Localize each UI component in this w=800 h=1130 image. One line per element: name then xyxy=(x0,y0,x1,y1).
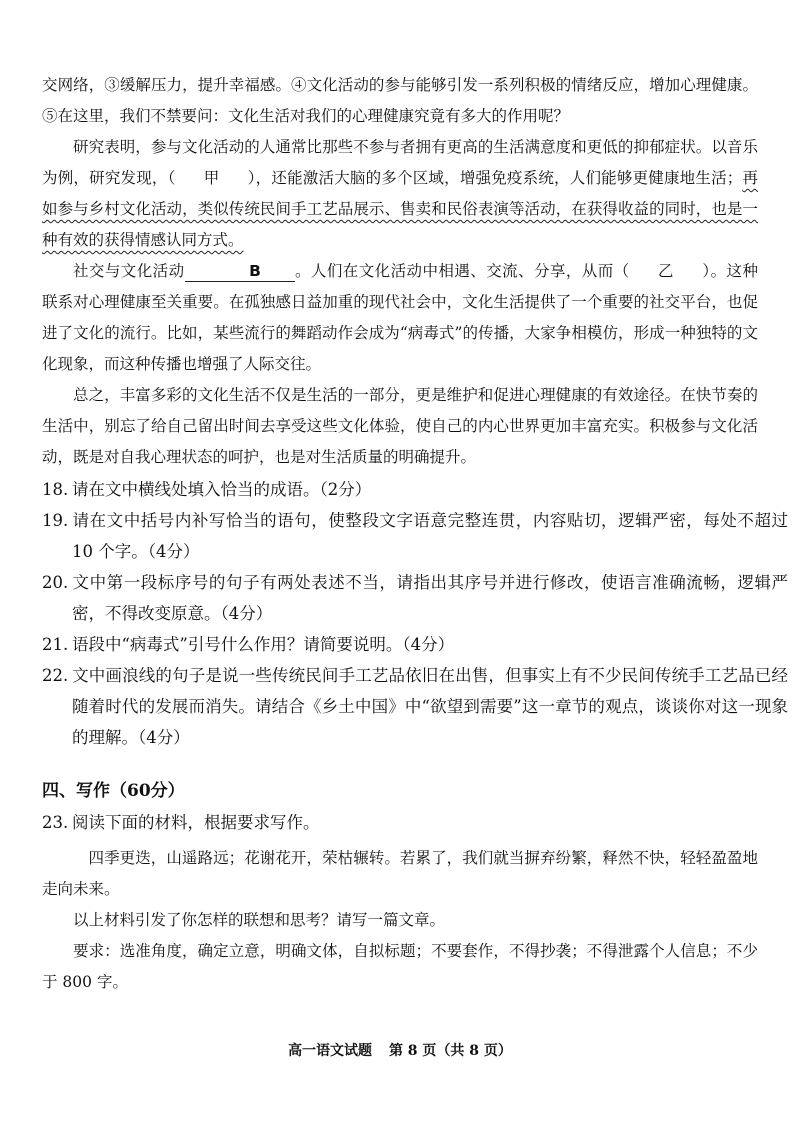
passage-paragraph-2 xyxy=(42,132,758,256)
question-21: 21. 语段中“病毒式”引号什么作用？请简要说明。（4分） xyxy=(42,635,455,654)
blank-jia-marker: 甲 xyxy=(203,169,220,187)
question-20: 20. 文中第一段标序号的句子有两处表述不当，请指出其序号并进行修改，使语言准确流畅，逻辑严密，不得改变原意。（4分） xyxy=(42,573,788,623)
question-19: 19. 请在文中括号内补写恰当的语句，使整段文字语意完整连贯，内容贴切，逻辑严密，每处不超过 10 个字。（4分） xyxy=(42,511,788,561)
passage-paragraph-4: 总之，丰富多彩的文化生活不仅是生活的一部分，更是维护和促进心理健康的有效途径。在快节奏的生活中，别忘了给自己留出时间去享受这些文化体验，使自己的内心世界更加丰富充实。积极参与文化活动，既是对自我心理状态的呵护，也是对生活质量的明确提升。 xyxy=(42,386,758,466)
footer-page-number: 第 8 页（共 8 页） xyxy=(388,1043,512,1059)
paragraph-3-rest: ）。这种联系对心理健康至关重要。在孤独感日益加重的现代社会中，文化生活提供了一个重要的社交平台，也促进了文化的流行。比如，某些流行的舞蹈动作会成为“病毒式”的传播，大家争相模仿，形成一种独特的文化现象，而这种传播也增强了人际交往。 xyxy=(42,262,758,373)
footer-exam-title: 高一语文试题 xyxy=(288,1043,373,1059)
question-23: 23. 阅读下面的材料，根据要求写作。 xyxy=(42,813,320,832)
writing-material: 四季更迭，山遥路远；花谢花开，荣枯辗转。若累了，我们就当摒弃纷繁，释然不快，轻轻盈盈地走向未来。 xyxy=(42,849,758,898)
question-22: 22. 文中画浪线的句子是说一些传统民间手工艺品依旧在出售，但事实上有不少民间传统手工艺品已经随着时代的发展而消失。请结合《乡土中国》中“欲望到需要”这一章节的观点，谈谈你对这一现象的理解。（4分） xyxy=(42,666,788,747)
passage-paragraph-3 xyxy=(42,256,758,380)
blank-yi-marker: 乙 xyxy=(657,262,674,280)
passage-paragraph-1: 交网络，③缓解压力，提升幸福感。④文化活动的参与能够引发一系列积极的情绪反应，增加心理健康。⑤在这里，我们不禁要问：文化生活对我们的心理健康究竟有多大的作用呢？ xyxy=(42,76,758,125)
page-footer xyxy=(0,1040,800,1060)
question-18: 18. 请在文中横线处填入恰当的成语。（2分） xyxy=(42,480,372,499)
writing-prompt: 以上材料引发了你怎样的联想和思考？请写一篇文章。 xyxy=(73,911,446,929)
paragraph-3-intro: 社交与文化活动 xyxy=(73,262,185,280)
paragraph-2-intro: 研究表明，参与文化活动的人通常比那些不参与者拥有更高的生活满意度和更低的抑郁症状。以音乐为例，研究发现，（ xyxy=(42,138,758,187)
writing-section-title: 四、写作（60分） xyxy=(42,781,185,801)
wavy-underlined-sentence: 再如参与乡村文化活动，类似传统民间手工艺品展示、售卖和民俗表演等活动，在获得收益的同时，也是一种有效的获得情感认同方式。 xyxy=(42,169,758,249)
paragraph-2-middle: ），还能激活大脑的多个区域，增强免疫系统，人们能够更健康地生活； xyxy=(247,169,743,187)
blank-b: B xyxy=(185,261,295,282)
paragraph-3-middle: 。人们在文化活动中相遇、交流、分享，从而（ xyxy=(294,262,630,280)
writing-requirements: 要求：选准角度，确定立意，明确文体，自拟标题；不要套作，不得抄袭；不得泄露个人信息；不少于 800 字。 xyxy=(42,942,758,991)
